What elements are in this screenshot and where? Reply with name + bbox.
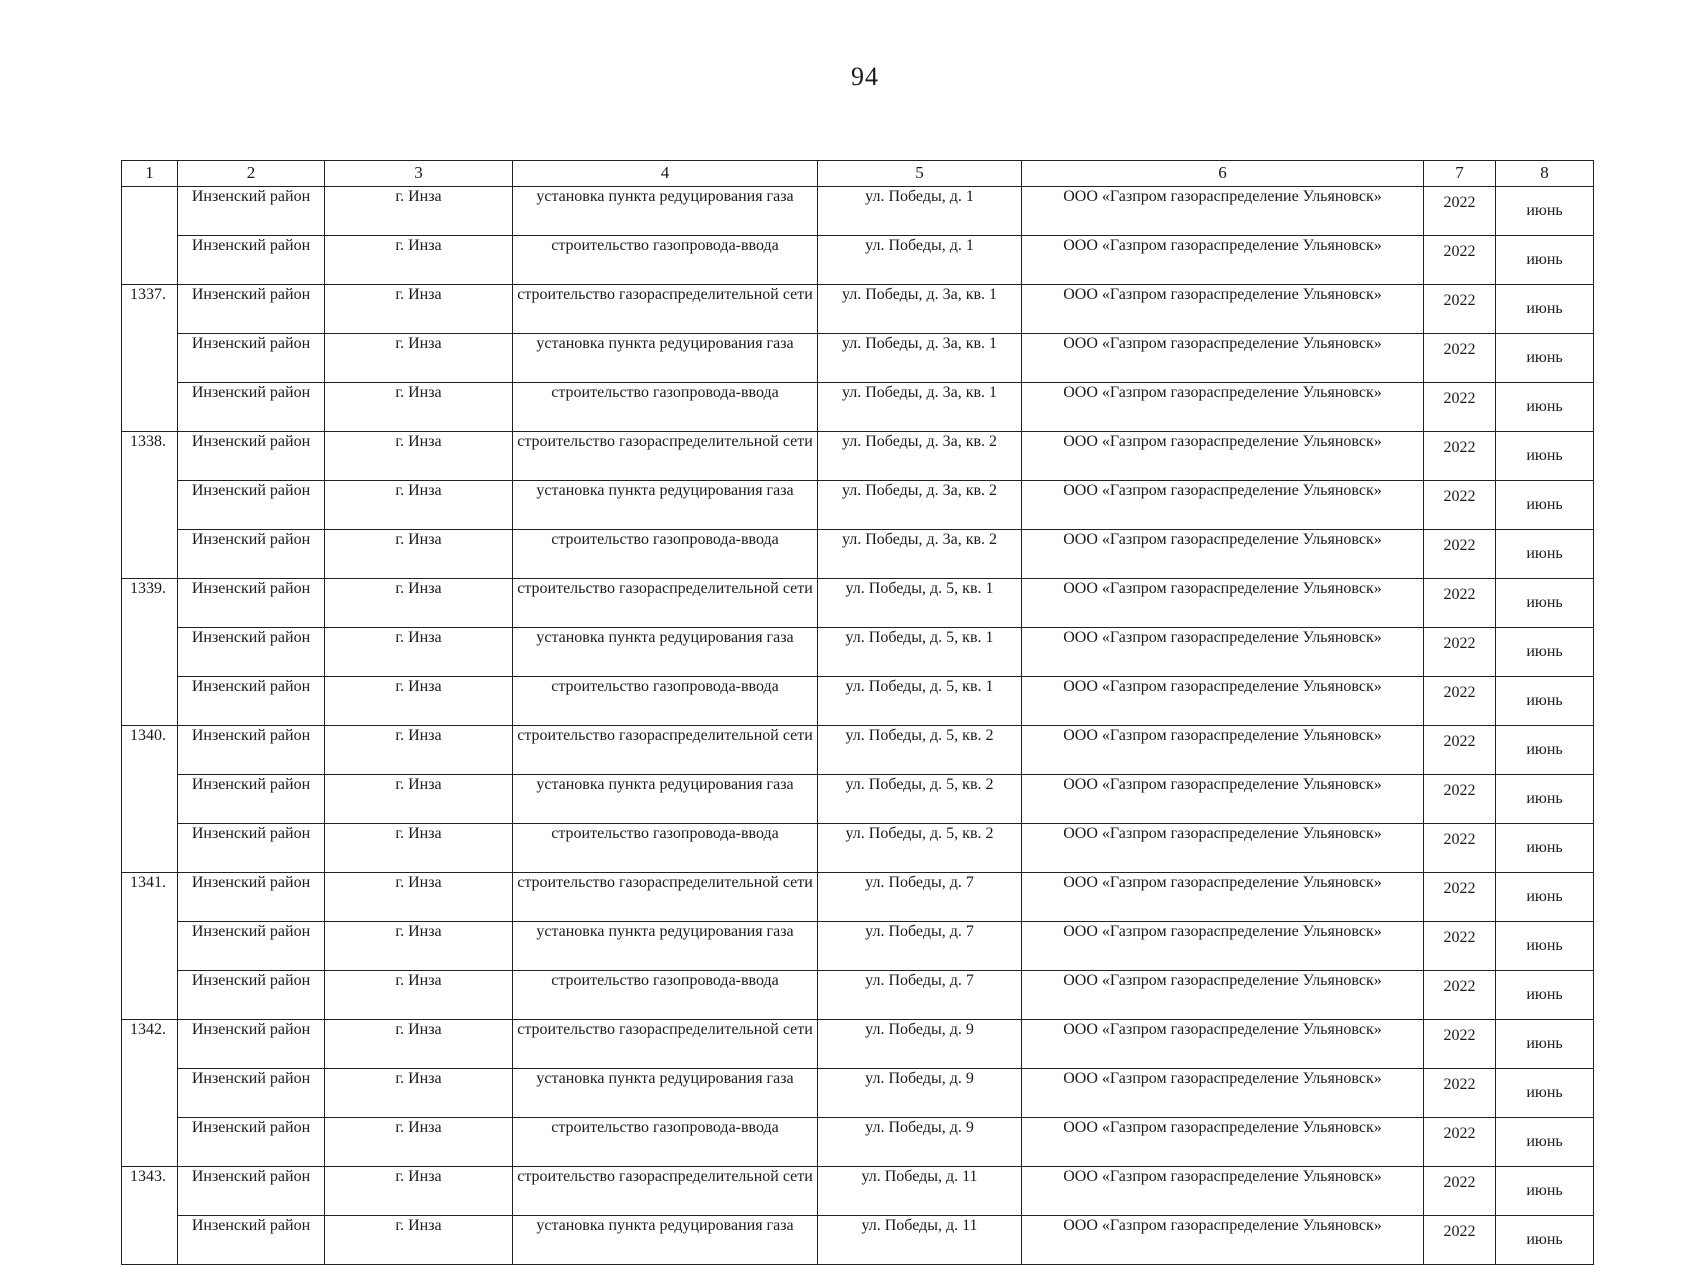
table-row <box>122 1069 1594 1118</box>
item-number-cell: 1343. <box>122 1167 178 1265</box>
organization-cell: ООО «Газпром газораспределение Ульяновск» <box>1022 432 1424 481</box>
item-number-cell: 1337. <box>122 285 178 432</box>
organization-cell: ООО «Газпром газораспределение Ульяновск» <box>1022 1216 1424 1265</box>
table-row <box>122 383 1594 432</box>
city-cell: г. Инза <box>325 187 513 236</box>
year-cell: 2022 <box>1424 432 1496 481</box>
district-cell: Инзенский район <box>178 873 325 922</box>
table-body <box>122 187 1594 1265</box>
table-row <box>122 775 1594 824</box>
year-cell: 2022 <box>1424 873 1496 922</box>
district-cell: Инзенский район <box>178 824 325 873</box>
item-number-cell: 1342. <box>122 1020 178 1167</box>
district-cell: Инзенский район <box>178 775 325 824</box>
address-cell: ул. Победы, д. 3а, кв. 1 <box>818 383 1022 432</box>
column-header-8: 8 <box>1496 161 1594 187</box>
month-cell: июнь <box>1496 1216 1594 1265</box>
organization-cell: ООО «Газпром газораспределение Ульяновск» <box>1022 726 1424 775</box>
city-cell: г. Инза <box>325 530 513 579</box>
month-cell: июнь <box>1496 187 1594 236</box>
month-cell: июнь <box>1496 1118 1594 1167</box>
column-header-2: 2 <box>178 161 325 187</box>
year-cell: 2022 <box>1424 775 1496 824</box>
address-cell: ул. Победы, д. 11 <box>818 1216 1022 1265</box>
work-type-cell: строительство газопровода-ввода <box>513 236 818 285</box>
district-cell: Инзенский район <box>178 677 325 726</box>
organization-cell: ООО «Газпром газораспределение Ульяновск» <box>1022 677 1424 726</box>
organization-cell: ООО «Газпром газораспределение Ульяновск» <box>1022 481 1424 530</box>
year-cell: 2022 <box>1424 383 1496 432</box>
year-cell: 2022 <box>1424 971 1496 1020</box>
address-cell: ул. Победы, д. 7 <box>818 873 1022 922</box>
organization-cell: ООО «Газпром газораспределение Ульяновск» <box>1022 922 1424 971</box>
organization-cell: ООО «Газпром газораспределение Ульяновск» <box>1022 1020 1424 1069</box>
table-row <box>122 432 1594 481</box>
address-cell: ул. Победы, д. 5, кв. 2 <box>818 824 1022 873</box>
district-cell: Инзенский район <box>178 1020 325 1069</box>
month-cell: июнь <box>1496 775 1594 824</box>
city-cell: г. Инза <box>325 432 513 481</box>
month-cell: июнь <box>1496 432 1594 481</box>
district-cell: Инзенский район <box>178 579 325 628</box>
district-cell: Инзенский район <box>178 187 325 236</box>
year-cell: 2022 <box>1424 1020 1496 1069</box>
city-cell: г. Инза <box>325 775 513 824</box>
organization-cell: ООО «Газпром газораспределение Ульяновск» <box>1022 187 1424 236</box>
city-cell: г. Инза <box>325 677 513 726</box>
month-cell: июнь <box>1496 1020 1594 1069</box>
district-cell: Инзенский район <box>178 530 325 579</box>
year-cell: 2022 <box>1424 285 1496 334</box>
column-header-4: 4 <box>513 161 818 187</box>
organization-cell: ООО «Газпром газораспределение Ульяновск» <box>1022 236 1424 285</box>
address-cell: ул. Победы, д. 1 <box>818 187 1022 236</box>
page-number: 94 <box>851 62 879 91</box>
address-cell: ул. Победы, д. 7 <box>818 922 1022 971</box>
table-row <box>122 1167 1594 1216</box>
table-row <box>122 481 1594 530</box>
organization-cell: ООО «Газпром газораспределение Ульяновск» <box>1022 873 1424 922</box>
address-cell: ул. Победы, д. 5, кв. 1 <box>818 677 1022 726</box>
month-cell: июнь <box>1496 530 1594 579</box>
work-type-cell: установка пункта редуцирования газа <box>513 481 818 530</box>
table-row <box>122 628 1594 677</box>
work-type-cell: строительство газопровода-ввода <box>513 824 818 873</box>
table-row <box>122 873 1594 922</box>
year-cell: 2022 <box>1424 1118 1496 1167</box>
table-row <box>122 1020 1594 1069</box>
city-cell: г. Инза <box>325 285 513 334</box>
address-cell: ул. Победы, д. 3а, кв. 2 <box>818 530 1022 579</box>
year-cell: 2022 <box>1424 1167 1496 1216</box>
city-cell: г. Инза <box>325 922 513 971</box>
district-cell: Инзенский район <box>178 432 325 481</box>
organization-cell: ООО «Газпром газораспределение Ульяновск» <box>1022 1118 1424 1167</box>
work-type-cell: строительство газораспределительной сети <box>513 726 818 775</box>
city-cell: г. Инза <box>325 726 513 775</box>
column-header-1: 1 <box>122 161 178 187</box>
gasification-schedule-table <box>121 160 1594 1265</box>
work-type-cell: установка пункта редуцирования газа <box>513 187 818 236</box>
work-type-cell: строительство газопровода-ввода <box>513 530 818 579</box>
city-cell: г. Инза <box>325 383 513 432</box>
month-cell: июнь <box>1496 628 1594 677</box>
work-type-cell: установка пункта редуцирования газа <box>513 334 818 383</box>
month-cell: июнь <box>1496 677 1594 726</box>
year-cell: 2022 <box>1424 187 1496 236</box>
district-cell: Инзенский район <box>178 285 325 334</box>
work-type-cell: строительство газораспределительной сети <box>513 285 818 334</box>
table-row <box>122 824 1594 873</box>
table-row <box>122 334 1594 383</box>
work-type-cell: установка пункта редуцирования газа <box>513 775 818 824</box>
city-cell: г. Инза <box>325 579 513 628</box>
column-header-5: 5 <box>818 161 1022 187</box>
work-type-cell: строительство газораспределительной сети <box>513 1020 818 1069</box>
year-cell: 2022 <box>1424 1216 1496 1265</box>
column-header-3: 3 <box>325 161 513 187</box>
table-row <box>122 285 1594 334</box>
address-cell: ул. Победы, д. 9 <box>818 1020 1022 1069</box>
table-row <box>122 971 1594 1020</box>
work-type-cell: установка пункта редуцирования газа <box>513 1216 818 1265</box>
year-cell: 2022 <box>1424 334 1496 383</box>
address-cell: ул. Победы, д. 5, кв. 1 <box>818 628 1022 677</box>
item-number-cell <box>122 187 178 285</box>
table-row <box>122 530 1594 579</box>
address-cell: ул. Победы, д. 3а, кв. 2 <box>818 432 1022 481</box>
month-cell: июнь <box>1496 922 1594 971</box>
column-header-7: 7 <box>1424 161 1496 187</box>
city-cell: г. Инза <box>325 1020 513 1069</box>
district-cell: Инзенский район <box>178 628 325 677</box>
month-cell: июнь <box>1496 285 1594 334</box>
header-row <box>122 161 1594 187</box>
district-cell: Инзенский район <box>178 1118 325 1167</box>
work-type-cell: строительство газораспределительной сети <box>513 1167 818 1216</box>
city-cell: г. Инза <box>325 1167 513 1216</box>
table-row <box>122 1216 1594 1265</box>
organization-cell: ООО «Газпром газораспределение Ульяновск» <box>1022 334 1424 383</box>
table-row <box>122 187 1594 236</box>
city-cell: г. Инза <box>325 971 513 1020</box>
month-cell: июнь <box>1496 726 1594 775</box>
city-cell: г. Инза <box>325 334 513 383</box>
address-cell: ул. Победы, д. 3а, кв. 1 <box>818 334 1022 383</box>
table-row <box>122 922 1594 971</box>
work-type-cell: установка пункта редуцирования газа <box>513 628 818 677</box>
month-cell: июнь <box>1496 334 1594 383</box>
district-cell: Инзенский район <box>178 922 325 971</box>
city-cell: г. Инза <box>325 873 513 922</box>
address-cell: ул. Победы, д. 5, кв. 1 <box>818 579 1022 628</box>
organization-cell: ООО «Газпром газораспределение Ульяновск» <box>1022 628 1424 677</box>
month-cell: июнь <box>1496 824 1594 873</box>
district-cell: Инзенский район <box>178 383 325 432</box>
year-cell: 2022 <box>1424 726 1496 775</box>
organization-cell: ООО «Газпром газораспределение Ульяновск» <box>1022 285 1424 334</box>
month-cell: июнь <box>1496 383 1594 432</box>
organization-cell: ООО «Газпром газораспределение Ульяновск» <box>1022 1167 1424 1216</box>
district-cell: Инзенский район <box>178 971 325 1020</box>
table-row <box>122 579 1594 628</box>
district-cell: Инзенский район <box>178 236 325 285</box>
work-type-cell: строительство газораспределительной сети <box>513 579 818 628</box>
table-row <box>122 677 1594 726</box>
item-number-cell: 1339. <box>122 579 178 726</box>
month-cell: июнь <box>1496 1167 1594 1216</box>
district-cell: Инзенский район <box>178 1069 325 1118</box>
month-cell: июнь <box>1496 1069 1594 1118</box>
address-cell: ул. Победы, д. 5, кв. 2 <box>818 726 1022 775</box>
year-cell: 2022 <box>1424 922 1496 971</box>
work-type-cell: строительство газопровода-ввода <box>513 971 818 1020</box>
item-number-cell: 1340. <box>122 726 178 873</box>
district-cell: Инзенский район <box>178 481 325 530</box>
district-cell: Инзенский район <box>178 726 325 775</box>
district-cell: Инзенский район <box>178 334 325 383</box>
year-cell: 2022 <box>1424 236 1496 285</box>
month-cell: июнь <box>1496 236 1594 285</box>
work-type-cell: установка пункта редуцирования газа <box>513 1069 818 1118</box>
address-cell: ул. Победы, д. 9 <box>818 1118 1022 1167</box>
month-cell: июнь <box>1496 873 1594 922</box>
table-row <box>122 1118 1594 1167</box>
year-cell: 2022 <box>1424 579 1496 628</box>
city-cell: г. Инза <box>325 628 513 677</box>
district-cell: Инзенский район <box>178 1216 325 1265</box>
work-type-cell: строительство газопровода-ввода <box>513 1118 818 1167</box>
address-cell: ул. Победы, д. 9 <box>818 1069 1022 1118</box>
address-cell: ул. Победы, д. 1 <box>818 236 1022 285</box>
city-cell: г. Инза <box>325 481 513 530</box>
month-cell: июнь <box>1496 579 1594 628</box>
organization-cell: ООО «Газпром газораспределение Ульяновск» <box>1022 579 1424 628</box>
year-cell: 2022 <box>1424 530 1496 579</box>
organization-cell: ООО «Газпром газораспределение Ульяновск» <box>1022 383 1424 432</box>
table-row <box>122 726 1594 775</box>
year-cell: 2022 <box>1424 628 1496 677</box>
organization-cell: ООО «Газпром газораспределение Ульяновск» <box>1022 1069 1424 1118</box>
year-cell: 2022 <box>1424 824 1496 873</box>
month-cell: июнь <box>1496 481 1594 530</box>
item-number-cell: 1338. <box>122 432 178 579</box>
year-cell: 2022 <box>1424 1069 1496 1118</box>
table-row <box>122 236 1594 285</box>
month-cell: июнь <box>1496 971 1594 1020</box>
city-cell: г. Инза <box>325 1118 513 1167</box>
address-cell: ул. Победы, д. 3а, кв. 1 <box>818 285 1022 334</box>
work-type-cell: строительство газораспределительной сети <box>513 873 818 922</box>
address-cell: ул. Победы, д. 11 <box>818 1167 1022 1216</box>
city-cell: г. Инза <box>325 236 513 285</box>
district-cell: Инзенский район <box>178 1167 325 1216</box>
work-type-cell: строительство газопровода-ввода <box>513 677 818 726</box>
city-cell: г. Инза <box>325 1069 513 1118</box>
city-cell: г. Инза <box>325 824 513 873</box>
year-cell: 2022 <box>1424 677 1496 726</box>
work-type-cell: строительство газопровода-ввода <box>513 383 818 432</box>
address-cell: ул. Победы, д. 5, кв. 2 <box>818 775 1022 824</box>
organization-cell: ООО «Газпром газораспределение Ульяновск» <box>1022 824 1424 873</box>
item-number-cell: 1341. <box>122 873 178 1020</box>
organization-cell: ООО «Газпром газораспределение Ульяновск» <box>1022 530 1424 579</box>
work-type-cell: установка пункта редуцирования газа <box>513 922 818 971</box>
organization-cell: ООО «Газпром газораспределение Ульяновск» <box>1022 775 1424 824</box>
work-type-cell: строительство газораспределительной сети <box>513 432 818 481</box>
column-header-6: 6 <box>1022 161 1424 187</box>
organization-cell: ООО «Газпром газораспределение Ульяновск» <box>1022 971 1424 1020</box>
city-cell: г. Инза <box>325 1216 513 1265</box>
year-cell: 2022 <box>1424 481 1496 530</box>
address-cell: ул. Победы, д. 3а, кв. 2 <box>818 481 1022 530</box>
address-cell: ул. Победы, д. 7 <box>818 971 1022 1020</box>
